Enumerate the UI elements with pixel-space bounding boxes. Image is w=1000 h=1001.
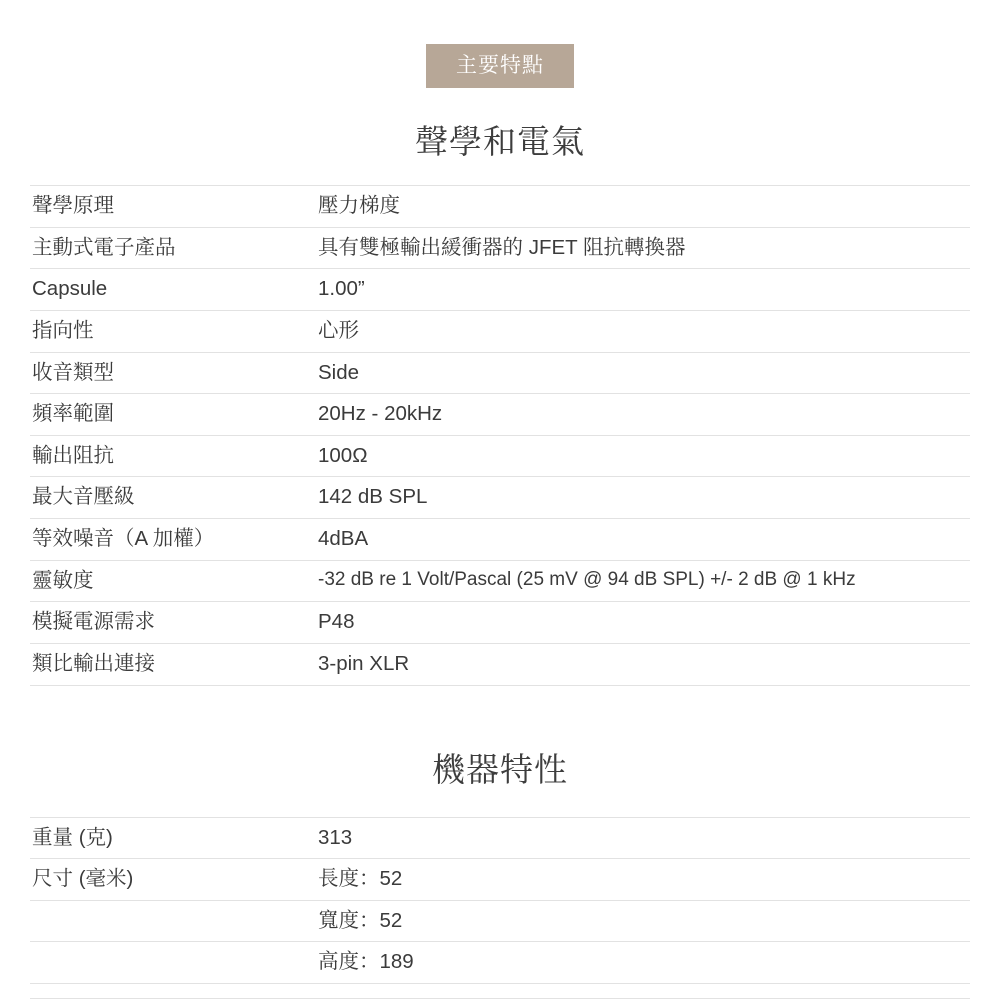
spec-value: P48	[318, 610, 355, 634]
spec-value: 4dBA	[318, 527, 369, 550]
table-row	[30, 310, 970, 352]
badge-row	[0, 0, 1000, 88]
spec-value: 20Hz - 20kHz	[318, 402, 443, 426]
spec-value: 100Ω	[318, 443, 368, 467]
spec-label	[30, 942, 308, 984]
table-row	[30, 942, 970, 984]
spec-label: 最大音壓級	[32, 485, 135, 509]
spec-table-machine-characteristics	[30, 817, 970, 1000]
table-spacer-row	[30, 984, 970, 999]
spec-label: 輸出阻抗	[32, 443, 114, 467]
spec-table-acoustic-electrical	[30, 185, 970, 686]
table-row	[30, 859, 970, 901]
main-features-badge: 主要特點	[426, 44, 574, 88]
spec-label: 重量 (克)	[32, 825, 113, 849]
spec-value: 3-pin XLR	[318, 651, 410, 675]
spec-value: 具有雙極輸出緩衝器的 JFET 阻抗轉換器	[318, 235, 686, 259]
spec-label: 頻率範圍	[32, 402, 114, 426]
section-title-acoustic-electrical: 聲學和電氣	[415, 123, 585, 160]
spec-label: 指向性	[32, 318, 94, 342]
spec-value: Side	[318, 360, 360, 384]
spec-label: 等效噪音（A 加權）	[32, 527, 215, 550]
table-row	[30, 519, 970, 561]
table-row	[30, 269, 970, 311]
spec-label: 靈敏度	[32, 568, 94, 592]
spacer-cell	[30, 984, 308, 999]
table-row	[30, 227, 970, 269]
spec-label: 收音類型	[32, 360, 114, 384]
spec-label: 主動式電子產品	[32, 235, 176, 259]
spec-label	[30, 900, 308, 942]
table-row	[30, 186, 970, 228]
table-row	[30, 900, 970, 942]
spec-value: 長度：52	[318, 867, 403, 891]
spec-label: 聲學原理	[32, 194, 114, 217]
table-row	[30, 435, 970, 477]
table-row	[30, 477, 970, 519]
spec-label: 模擬電源需求	[32, 610, 155, 634]
section-title-machine-characteristics: 機器特性	[432, 750, 568, 788]
spec-value: 142 dB SPL	[318, 485, 428, 509]
spec-value: 313	[318, 825, 353, 849]
spacer-cell	[308, 984, 970, 999]
table-row	[30, 352, 970, 394]
table-row	[30, 602, 970, 644]
spec-value: 寬度：52	[318, 908, 403, 932]
spec-label: 類比輸出連接	[32, 651, 155, 675]
table-row	[30, 394, 970, 436]
spec-value: 1.00”	[318, 277, 365, 301]
spec-value: -32 dB re 1 Volt/Pascal (25 mV @ 94 dB SPL) +/- 2 dB @ 1 kHz	[318, 568, 856, 590]
table-row	[30, 643, 970, 685]
spec-label: 尺寸 (毫米)	[32, 867, 134, 891]
spec-value: 高度：189	[318, 950, 414, 974]
table-row	[30, 560, 970, 602]
spec-value: 壓力梯度	[318, 194, 400, 217]
table-row	[30, 817, 970, 859]
spec-value: 心形	[318, 318, 359, 342]
spec-label: Capsule	[32, 277, 108, 301]
